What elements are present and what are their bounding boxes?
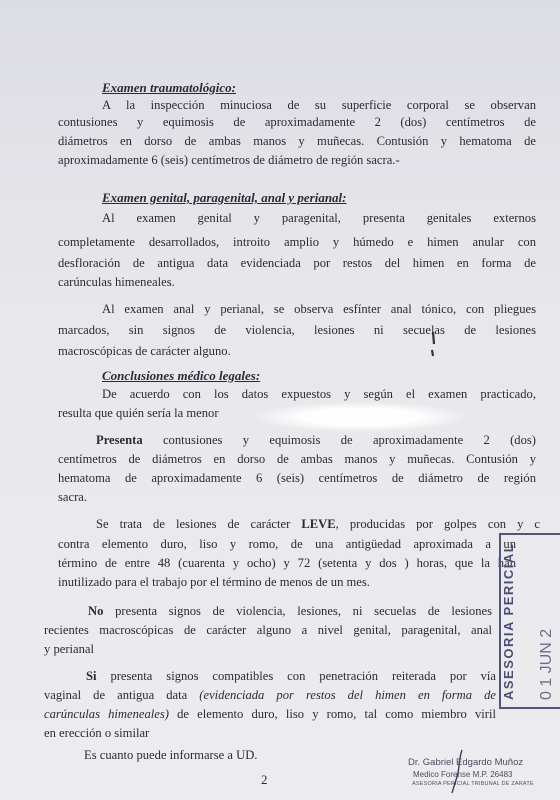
signature-name: Dr. Gabriel Edgardo Muñoz bbox=[408, 757, 524, 768]
genital-line: carúnculas himeneales. bbox=[58, 275, 175, 289]
anal-line: marcados, sin signos de violencia, lesiones ni secuelas de lesiones bbox=[58, 323, 536, 337]
no-line: y perianal bbox=[44, 642, 94, 656]
presenta-line bbox=[96, 433, 536, 448]
ink-mark-icon bbox=[426, 330, 440, 358]
si-bold: Si bbox=[86, 669, 97, 683]
si-line bbox=[44, 688, 496, 703]
redacted-name bbox=[255, 402, 465, 432]
genital-line: completamente desarrollados, introito amplio y húmedo e himen anular con bbox=[58, 235, 536, 249]
leve-pre: Se trata de lesiones de carácter bbox=[96, 517, 291, 531]
anal-line: Al examen anal y perianal, se observa esfínter anal tónico, con pliegues bbox=[102, 302, 536, 316]
page-number: 2 bbox=[261, 772, 268, 787]
no-bold: No bbox=[88, 604, 104, 618]
closing-line: Es cuanto puede informarse a UD. bbox=[84, 748, 258, 762]
trauma-line: aproximadamente 6 (seis) centímetros de diámetro de región sacra.- bbox=[58, 153, 400, 167]
conclusion-line: resulta que quién sería la menor bbox=[58, 406, 219, 420]
presenta-line: hematoma de aproximadamente 6 (seis) centímetros de diámetro de región bbox=[58, 471, 536, 485]
no-line bbox=[88, 604, 492, 619]
presenta-line: sacra. bbox=[58, 490, 88, 504]
leve-line: contra elemento duro, liso y romo, de una antigüedad aproximada a un bbox=[58, 537, 516, 551]
no-line: recientes macroscópicas de carácter alguno a nivel genital, paragenital, anal bbox=[44, 623, 492, 637]
stamp-mark: 0 1 JUN 2 bbox=[538, 628, 555, 700]
si-line2-italic: (evidenciada por restos del himen en forma de bbox=[199, 688, 496, 702]
heading-genital: Examen genital, paragenital, anal y perianal: bbox=[102, 190, 347, 205]
no-text: presenta signos de violencia, lesiones, ni secuelas de lesiones bbox=[115, 604, 492, 618]
si-line bbox=[86, 669, 496, 684]
si-line: en erección o similar bbox=[44, 726, 150, 740]
genital-line: Al examen genital y paragenital, presenta genitales externos bbox=[102, 211, 536, 225]
anal-line: macroscópicas de carácter alguno. bbox=[58, 344, 231, 358]
leve-line: término de entre 48 (cuarenta y ocho) y 72 (setenta y dos ) horas, que la han bbox=[58, 556, 516, 570]
leve-line bbox=[96, 517, 540, 532]
heading-conclusions: Conclusiones médico legales: bbox=[102, 368, 261, 383]
trauma-line: A la inspección minuciosa de su superficie corporal se observan bbox=[102, 98, 536, 112]
si-line3-italic: carúnculas himeneales) bbox=[44, 707, 169, 721]
si-line2-pre: vaginal de antigua data bbox=[44, 688, 188, 702]
stamp-text: ASESORIA PERICIAL bbox=[501, 542, 516, 700]
signature-title: Medico Forense M.P. 26483 bbox=[413, 770, 513, 779]
si-line3-post: de elemento duro, liso y romo, tal como miembro viril bbox=[177, 707, 496, 721]
leve-bold: LEVE bbox=[301, 517, 336, 531]
signature-office: ASESORIA PERICIAL TRIBUNAL DE ZARATE bbox=[412, 781, 534, 787]
presenta-line: centímetros de diámetros en dorso de ambas manos y muñecas. Contusión y bbox=[58, 452, 536, 466]
genital-line: desfloración de antigua data evidenciada por restos del himen en forma de bbox=[58, 256, 536, 270]
presenta-bold: Presenta bbox=[96, 433, 143, 447]
si-line bbox=[44, 707, 496, 722]
presenta-text: contusiones y equimosis de aproximadamente 2 (dos) bbox=[162, 433, 536, 447]
leve-post: , producidas por golpes con y c bbox=[335, 517, 540, 531]
conclusion-line: De acuerdo con los datos expuestos y según el examen practicado, bbox=[102, 387, 536, 401]
trauma-line: contusiones y equimosis de aproximadamente 2 (dos) centímetros de bbox=[58, 115, 536, 129]
si-text: presenta signos compatibles con penetración reiterada por vía bbox=[110, 669, 496, 683]
trauma-line: diámetros en dorso de ambas manos y muñecas. Contusión y hematoma de bbox=[58, 134, 536, 148]
leve-line: inutilizado para el trabajo por el término de menos de un mes. bbox=[58, 575, 370, 589]
heading-trauma: Examen traumatológico: bbox=[102, 80, 236, 95]
